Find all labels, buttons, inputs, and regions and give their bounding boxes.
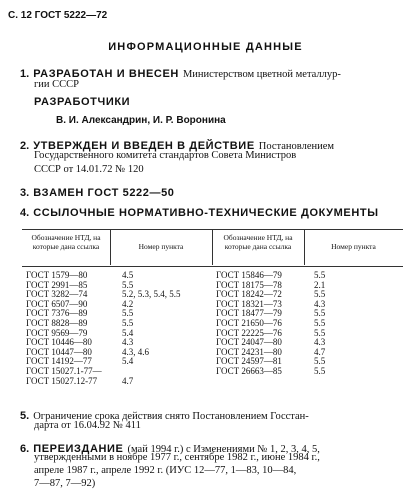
section-2-number: 2. [20, 140, 30, 152]
right-doc: ГОСТ 24597—81 [216, 356, 282, 367]
right-doc: ГОСТ 18477—79 [216, 308, 282, 319]
right-doc: ГОСТ 18242—72 [216, 289, 282, 300]
section-2-text-3: СССР от 14.01.72 № 120 [34, 164, 144, 175]
page-header: С. 12 ГОСТ 5222—72 [8, 10, 108, 21]
left-item: 5.5 [122, 279, 134, 290]
left-item: 5.2, 5.3, 5.4, 5.5 [122, 289, 181, 300]
document-title: ИНФОРМАЦИОННЫЕ ДАННЫЕ [108, 41, 303, 53]
left-doc: ГОСТ 15027.1-77— [26, 366, 102, 376]
header-ntd-left: Обозначение НТД, на которые дана ссылка [31, 233, 101, 251]
section-6-text-2: утвержденными в ноябре 1977 г., сентябре 1982 г., июне 1984 г., [34, 452, 320, 463]
section-4-heading: ССЫЛОЧНЫЕ НОРМАТИВНО-ТЕХНИЧЕСКИЕ ДОКУМЕНТЫ [33, 207, 379, 219]
left-item: 4.5 [122, 270, 134, 280]
section-1-heading: РАЗРАБОТАН И ВНЕСЕН [33, 68, 179, 80]
right-item: 4.3 [314, 298, 326, 309]
developers-names: В. И. Александрин, И. Р. Воронина [56, 115, 226, 126]
section-3-number: 3. [20, 187, 30, 199]
left-doc: ГОСТ 7376—89 [26, 308, 88, 319]
section-5-number: 5. [20, 410, 30, 422]
left-doc: ГОСТ 6507—90 [26, 298, 88, 309]
right-doc: ГОСТ 18321—73 [216, 298, 282, 309]
right-item: 2.1 [314, 279, 326, 290]
right-doc: ГОСТ 26663—85 [216, 366, 282, 376]
section-4-number: 4. [20, 207, 30, 219]
right-item: 5.5 [314, 289, 326, 300]
right-doc: ГОСТ 24231—80 [216, 346, 282, 357]
right-doc: ГОСТ 22225—76 [216, 327, 282, 338]
left-doc: ГОСТ 3282—74 [26, 289, 88, 300]
left-doc: ГОСТ 9569—79 [26, 327, 88, 338]
developers-heading: РАЗРАБОТЧИКИ [34, 96, 131, 108]
header-ntd-right: Обозначение НТД, на которые дана ссылка [223, 233, 293, 251]
section-5-text-2: дарта от 16.04.92 № 411 [34, 420, 141, 431]
left-item: 5.4 [122, 327, 134, 338]
left-item: 4.2 [122, 298, 134, 309]
section-5-text-1: Ограничение срока действия снято Постановлением Госстан- [33, 411, 309, 422]
right-doc: ГОСТ 15846—79 [216, 270, 282, 280]
section-3 [20, 183, 175, 201]
section-4 [20, 203, 379, 221]
header-item-left: Номер пункта [138, 242, 184, 251]
section-1-text-1: Министерством цветной металлур- [182, 69, 341, 80]
left-item: 5.5 [122, 308, 134, 319]
section-6-text-3: апреле 1987 г., апреле 1992 г. (ИУС 12—77, 1—83, 10—84, [34, 465, 297, 476]
right-item: 5.5 [314, 356, 326, 367]
left-doc: ГОСТ 15027.12-77 [26, 375, 98, 386]
left-doc: ГОСТ 14192—77 [26, 356, 92, 367]
section-6-heading: ПЕРЕИЗДАНИЕ [33, 443, 124, 455]
left-doc: ГОСТ 1579—80 [26, 270, 88, 280]
left-item: 4.3 [122, 337, 134, 348]
section-6-number: 6. [20, 443, 30, 455]
right-doc: ГОСТ 21650—76 [216, 318, 282, 328]
section-2-heading: УТВЕРЖДЕН И ВВЕДЕН В ДЕЙСТВИЕ [33, 140, 255, 152]
section-1-number: 1. [20, 68, 30, 80]
right-item: 5.5 [314, 327, 326, 338]
section-1-text-2: гии СССР [34, 79, 80, 90]
right-item: 5.5 [314, 270, 326, 280]
section-2-text-1: Постановлением [258, 141, 335, 152]
section-6-text-4: 7—87, 7—92) [34, 478, 96, 489]
right-doc: ГОСТ 18175—78 [216, 279, 282, 290]
left-doc: ГОСТ 2991—85 [26, 279, 88, 290]
right-item: 4.7 [314, 346, 326, 357]
right-item: 5.5 [314, 366, 326, 376]
left-item: 4.3, 4.6 [122, 346, 149, 357]
section-6-text-1: (май 1994 г.) с Изменениями № 1, 2, 3, 4, 5, [127, 444, 320, 455]
left-doc: ГОСТ 10447—80 [26, 346, 92, 357]
section-3-heading: ВЗАМЕН ГОСТ 5222—50 [33, 187, 175, 199]
left-item: 5.4 [122, 356, 134, 367]
left-doc: ГОСТ 8828—89 [26, 318, 88, 328]
left-doc: ГОСТ 10446—80 [26, 337, 92, 348]
header-item-right: Номер пункта [331, 242, 376, 251]
left-item: 4.7 [122, 375, 134, 386]
left-item: 5.5 [122, 318, 134, 328]
right-item: 5.5 [314, 308, 326, 319]
section-2-text-2: Государственного комитета стандартов Совета Министров [34, 150, 297, 161]
right-item: 4.3 [314, 337, 326, 348]
right-item: 5.5 [314, 318, 326, 328]
right-doc: ГОСТ 24047—80 [216, 337, 282, 348]
